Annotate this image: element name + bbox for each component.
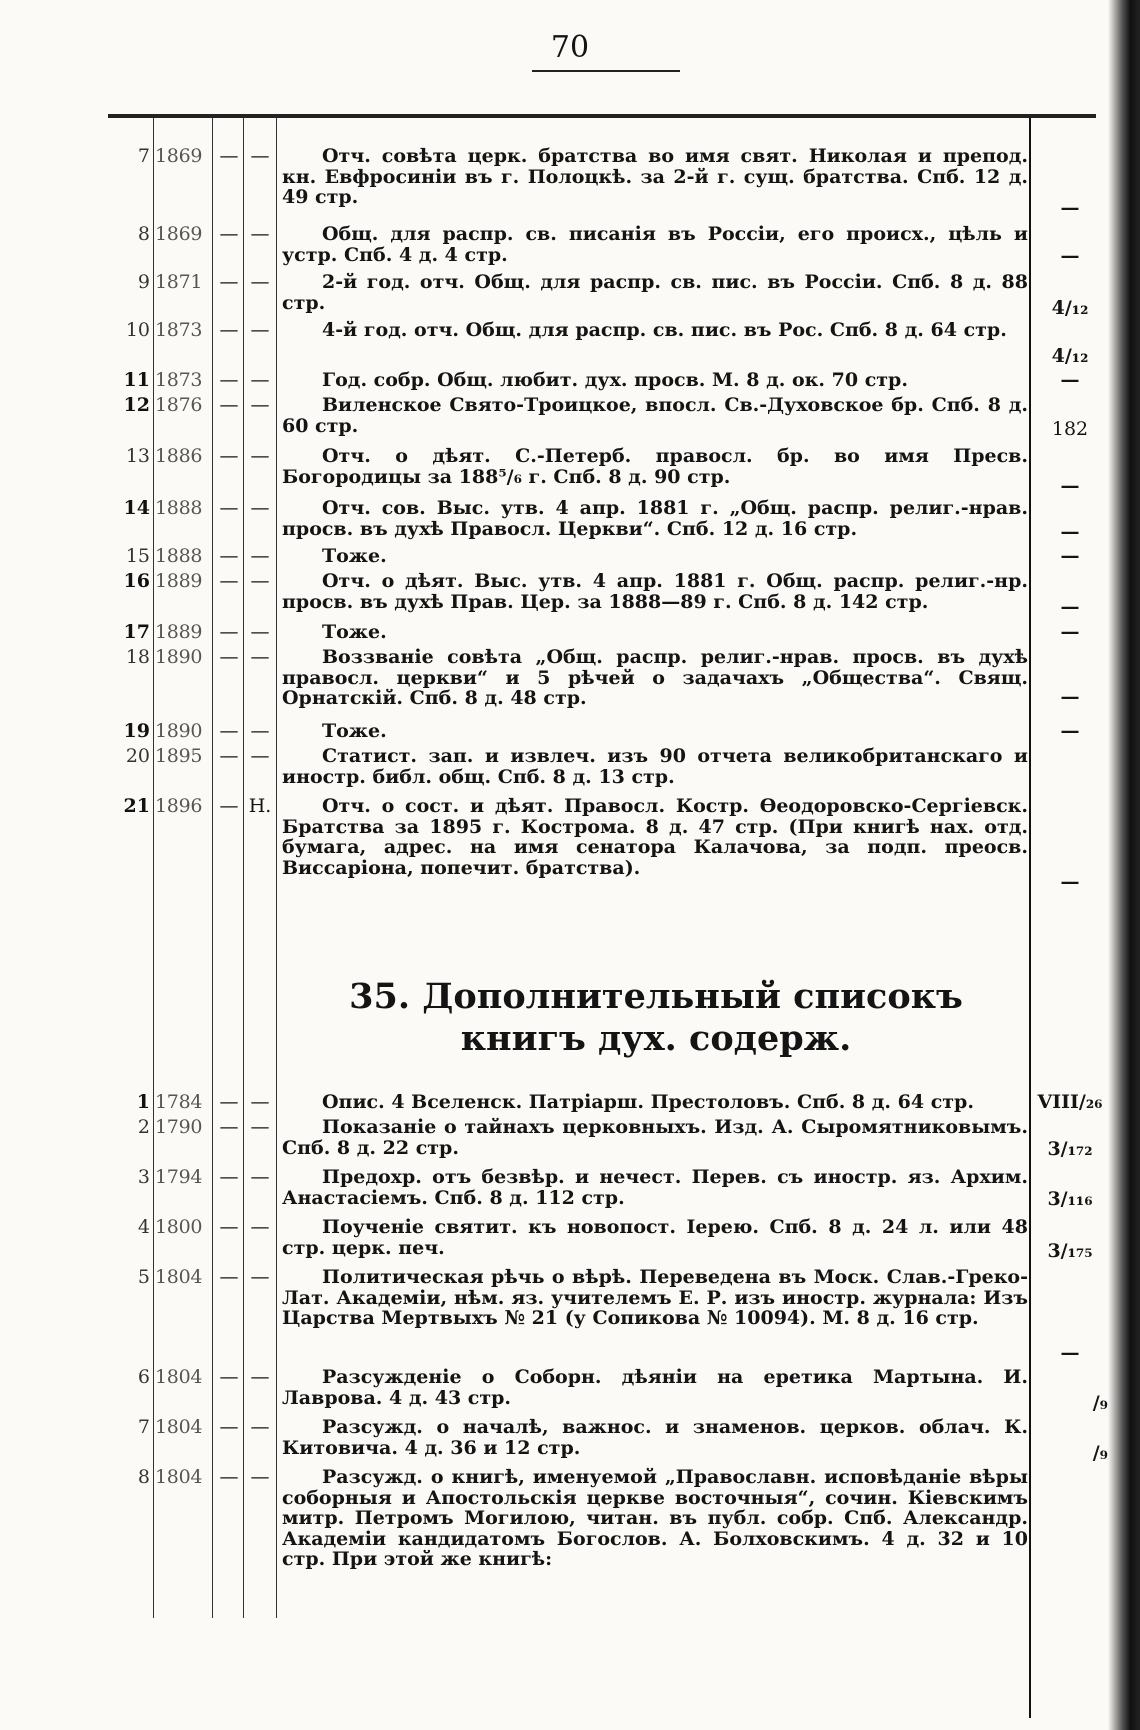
entry-col3: — [219, 1366, 239, 1388]
column-rule-1 [153, 118, 154, 1618]
entry-description: Общ. для распр. св. писанія въ Россіи, его происх., цѣль и устр. Спб. 4 д. 4 стр. [282, 223, 1028, 266]
entry-col3: — [219, 369, 239, 391]
section-heading: 35. Дополнительный списокъ книгъ дух. содерж. [349, 976, 963, 1059]
entry-col4: — [250, 545, 270, 567]
entry-note: /₉ [1092, 1392, 1108, 1414]
entry-note: — [1060, 369, 1080, 391]
entry-year: 1804 [155, 1466, 203, 1488]
entry-col4: — [250, 394, 270, 416]
page-number: 70 [550, 30, 590, 65]
entry-col4: — [250, 369, 270, 391]
entry-number: 2 [137, 1116, 150, 1138]
entry-description: Отч. о дѣят. Выс. утв. 4 апр. 1881 г. Общ. распр. религ.-нр. просв. въ духѣ Прав. Цер. за 1888—89 г. Спб. 8 д. 142 стр. [282, 570, 1028, 613]
entry-col3: — [219, 1416, 239, 1438]
entry-number: 4 [137, 1216, 150, 1238]
entry-year: 1896 [155, 795, 203, 817]
entry-col3: — [219, 1116, 239, 1138]
entry-col4: — [250, 1466, 270, 1488]
entry-note: /₉ [1092, 1442, 1108, 1464]
entry-year: 1876 [155, 394, 203, 416]
entry-col4: Н. [248, 795, 272, 817]
table-top-rule [108, 114, 1096, 118]
entry-col3: — [219, 445, 239, 467]
entry-number: 15 [125, 545, 150, 567]
entry-number: 12 [123, 394, 150, 416]
entry-note: — [1060, 871, 1080, 893]
entry-description: 4-й год. отч. Общ. для распр. св. пис. въ Рос. Спб. 8 д. 64 стр. [322, 319, 1007, 341]
entry-year: 1800 [155, 1216, 203, 1238]
entry-col3: — [219, 1166, 239, 1188]
page-edge-scan [1108, 0, 1140, 1730]
entry-note: — [1060, 596, 1080, 618]
entry-description: Предохр. отъ безвѣр. и нечест. Перев. съ иностр. яз. Архим. Анастасіемъ. Спб. 8 д. 112 стр. [282, 1166, 1028, 1209]
entry-note: — [1060, 720, 1080, 742]
entry-col4: — [250, 1416, 270, 1438]
entry-col4: — [250, 720, 270, 742]
entry-col4: — [250, 1091, 270, 1113]
entry-col3: — [219, 1266, 239, 1288]
entry-description: Разсужд. о книгѣ, именуемой „Православн. исповѣданіе вѣры соборныя и Апостольскія церкве восточныя“, сочин. Кіевскимъ митр. Петромъ Могилою, читан. въ публ. собр. Спб. Александр. Академіи кандидатомъ Богослов. А. Болховскимъ. 4 д. 32 и 10 стр. При этой же книгѣ: [282, 1466, 1028, 1570]
entry-col4: — [250, 445, 270, 467]
entry-description: Воззваніе совѣта „Общ. распр. религ.-нрав. просв. въ духѣ правосл. церкви“ и 5 рѣчей о задачахъ „Общества“. Свящ. Орнатскій. Спб. 8 д. 48 стр. [282, 646, 1028, 709]
entry-note: — [1060, 197, 1080, 219]
entry-year: 1869 [155, 145, 203, 167]
entry-year: 1869 [155, 223, 203, 245]
entry-note: — [1060, 686, 1080, 708]
entry-note: — [1060, 245, 1080, 267]
entry-number: 10 [125, 319, 150, 341]
entry-col4: — [250, 223, 270, 245]
entry-col4: — [250, 1366, 270, 1388]
entry-description: Тоже. [322, 545, 387, 567]
entry-note: VIII/₂₆ [1037, 1091, 1103, 1113]
entry-number: 19 [123, 720, 150, 742]
entry-number: 3 [137, 1166, 150, 1188]
entry-col4: — [250, 271, 270, 293]
entry-note: 182 [1051, 418, 1089, 440]
entry-year: 1790 [155, 1116, 203, 1138]
entry-note: — [1060, 545, 1080, 567]
entry-year: 1895 [155, 745, 203, 767]
entry-number: 8 [137, 1466, 150, 1488]
entry-col4: — [250, 145, 270, 167]
entry-description: Разсужд. о началѣ, важнос. и знаменов. церков. облач. К. Китовича. 4 д. 36 и 12 стр. [282, 1416, 1028, 1459]
entry-note: — [1060, 521, 1080, 543]
entry-col3: — [219, 795, 239, 817]
entry-col3: — [219, 1091, 239, 1113]
column-rule-3 [243, 118, 244, 1618]
entry-description: Политическая рѣчь о вѣрѣ. Переведена въ Моск. Слав.-Греко-Лат. Академіи, нѣм. яз. учителемъ Е. Р. изъ иностр. журнала: Изъ Царства Мертвыхъ № 21 (у Сопикова № 10094). М. 8 д. 16 стр. [282, 1266, 1028, 1329]
entry-year: 1886 [155, 445, 203, 467]
entry-year: 1784 [155, 1091, 203, 1113]
entry-note: 4/₁₂ [1051, 297, 1089, 319]
entry-number: 9 [137, 271, 150, 293]
entry-description: Отч. совѣта церк. братства во имя свят. Николая и препод. кн. Евфросиніи въ г. Полоцкѣ. за 2-й г. сущ. братства. Спб. 12 д. 49 стр. [282, 145, 1028, 208]
entry-col4: — [250, 646, 270, 668]
entry-year: 1804 [155, 1266, 203, 1288]
entry-year: 1889 [155, 621, 203, 643]
entry-col4: — [250, 621, 270, 643]
entry-description: Статист. зап. и извлеч. изъ 90 отчета великобританскаго и иностр. библ. общ. Спб. 8 д. 13 стр. [282, 745, 1028, 788]
entry-note: — [1060, 475, 1080, 497]
entry-col4: — [250, 319, 270, 341]
entry-col3: — [219, 646, 239, 668]
entry-year: 1804 [155, 1366, 203, 1388]
entry-col3: — [219, 745, 239, 767]
entry-col3: — [219, 720, 239, 742]
entry-note: 3/₁₇₅ [1047, 1240, 1093, 1262]
entry-year: 1871 [155, 271, 203, 293]
entry-col4: — [250, 570, 270, 592]
entry-col3: — [219, 497, 239, 519]
entry-year: 1794 [155, 1166, 203, 1188]
entry-col4: — [250, 1216, 270, 1238]
entry-number: 7 [137, 1416, 150, 1438]
entry-year: 1890 [155, 720, 203, 742]
entry-number: 20 [125, 745, 150, 767]
entry-col4: — [250, 497, 270, 519]
entry-col3: — [219, 1216, 239, 1238]
entry-description: Поученіе святит. къ новопост. Іерею. Спб. 8 д. 24 л. или 48 стр. церк. печ. [282, 1216, 1028, 1259]
entry-note: — [1060, 1342, 1080, 1364]
entry-col3: — [219, 145, 239, 167]
entry-description: Отч. сов. Выс. утв. 4 апр. 1881 г. „Общ. распр. религ.-нрав. просв. въ духѣ Правосл. Церкви“. Спб. 12 д. 16 стр. [282, 497, 1028, 540]
entry-description: Виленское Свято-Троицкое, впосл. Св.-Духовское бр. Спб. 8 д. 60 стр. [282, 394, 1028, 437]
entry-description: 2-й год. отч. Общ. для распр. св. пис. въ Россіи. Спб. 8 д. 88 стр. [282, 271, 1028, 314]
entry-number: 1 [136, 1091, 150, 1113]
entry-description: Отч. о сост. и дѣят. Правосл. Костр. Ѳеодоровско-Сергіевск. Братства за 1895 г. Кострома. 8 д. 47 стр. (При книгѣ нах. отд. бумага, адрес. на имя сенатора Калачова, за подп. преосв. Виссаріона, попечит. братства). [282, 795, 1028, 879]
entry-description: Тоже. [322, 720, 387, 742]
entry-description: Показаніе о тайнахъ церковныхъ. Изд. А. Сыромятниковымъ. Спб. 8 д. 22 стр. [282, 1116, 1028, 1159]
entry-number: 17 [123, 621, 150, 643]
entry-number: 5 [137, 1266, 150, 1288]
entry-col4: — [250, 1266, 270, 1288]
entry-description: Тоже. [322, 621, 387, 643]
entry-col3: — [219, 394, 239, 416]
entry-year: 1888 [155, 545, 203, 567]
entry-note: 3/₁₁₆ [1047, 1188, 1093, 1210]
column-rule-5 [1029, 118, 1031, 1718]
entry-number: 18 [125, 646, 150, 668]
entry-number: 14 [123, 497, 150, 519]
entry-number: 7 [137, 145, 150, 167]
entry-col3: — [219, 545, 239, 567]
entry-col3: — [219, 319, 239, 341]
column-rule-4 [276, 118, 277, 1618]
entry-number: 6 [137, 1366, 150, 1388]
entry-number: 11 [123, 369, 150, 391]
entry-col3: — [219, 570, 239, 592]
entry-number: 21 [123, 795, 150, 817]
entry-description: Отч. о дѣят. С.-Петерб. правосл. бр. во имя Пресв. Богородицы за 188⁵/₆ г. Спб. 8 д. 90 стр. [282, 445, 1028, 488]
entry-note: — [1060, 621, 1080, 643]
entry-col4: — [250, 1116, 270, 1138]
entry-year: 1873 [155, 369, 203, 391]
column-rule-2 [212, 118, 213, 1618]
entry-number: 8 [137, 223, 150, 245]
entry-year: 1888 [155, 497, 203, 519]
entry-col3: — [219, 271, 239, 293]
entry-number: 16 [123, 570, 150, 592]
entry-col3: — [219, 1466, 239, 1488]
entry-year: 1889 [155, 570, 203, 592]
entry-number: 13 [125, 445, 150, 467]
entry-description: Разсужденіе о Соборн. дѣяніи на еретика Мартына. И. Лаврова. 4 д. 43 стр. [282, 1366, 1028, 1409]
entry-year: 1873 [155, 319, 203, 341]
entry-col4: — [250, 745, 270, 767]
entry-year: 1890 [155, 646, 203, 668]
entry-description: Опис. 4 Вселенск. Патріарш. Престоловъ. Спб. 8 д. 64 стр. [322, 1091, 974, 1113]
entry-col3: — [219, 621, 239, 643]
entry-note: 4/₁₂ [1051, 345, 1089, 367]
page-number-rule [532, 70, 680, 72]
entry-col3: — [219, 223, 239, 245]
entry-col4: — [250, 1166, 270, 1188]
entry-note: 3/₁₇₂ [1047, 1138, 1093, 1160]
entry-year: 1804 [155, 1416, 203, 1438]
entry-description: Год. собр. Общ. любит. дух. просв. М. 8 д. ок. 70 стр. [322, 369, 908, 391]
